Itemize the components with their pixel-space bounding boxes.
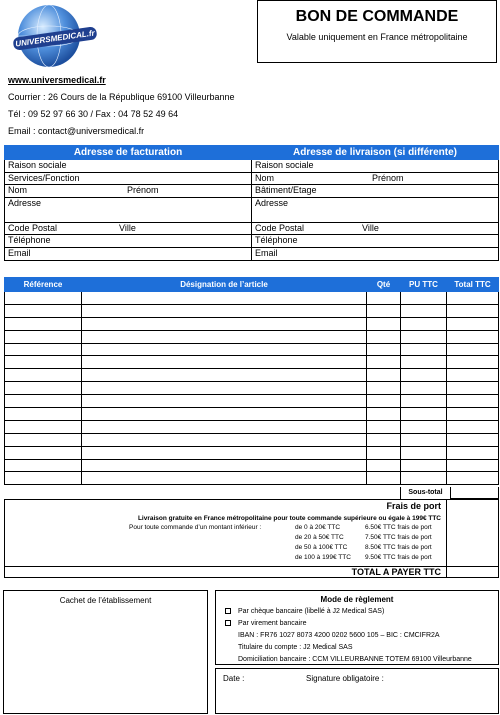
total-cell[interactable] <box>447 459 499 472</box>
table-row <box>5 446 499 459</box>
signature-label: Signature obligatoire : <box>306 674 384 683</box>
logo-banner-text: UNIVERSMEDICAL.fr <box>13 26 98 51</box>
phone-fax: Tél : 09 52 97 66 30 / Fax : 04 78 52 49 64 <box>8 109 179 119</box>
table-row <box>5 459 499 472</box>
reference-cell[interactable] <box>5 382 82 395</box>
billing-email-field[interactable]: Email <box>5 247 252 260</box>
designation-cell[interactable] <box>82 408 367 421</box>
contact-email: Email : contact@universmedical.fr <box>8 126 145 136</box>
pu-cell[interactable] <box>401 446 447 459</box>
table-row <box>5 472 499 485</box>
reference-cell[interactable] <box>5 408 82 421</box>
billing-nom-field[interactable]: Nom Prénom <box>5 185 252 198</box>
qte-cell[interactable] <box>367 433 401 446</box>
table-row <box>5 343 499 356</box>
reference-cell[interactable] <box>5 395 82 408</box>
billing-cp-field[interactable]: Code Postal Ville <box>5 222 252 235</box>
billing-adresse-field[interactable]: Adresse <box>5 197 252 222</box>
table-row <box>5 382 499 395</box>
pu-cell[interactable] <box>401 369 447 382</box>
col-reference: Référence <box>5 278 82 292</box>
contact-block <box>8 72 234 140</box>
designation-cell[interactable] <box>82 317 367 330</box>
reference-cell[interactable] <box>5 356 82 369</box>
table-row <box>5 369 499 382</box>
table-row <box>5 395 499 408</box>
payment-virement-option[interactable]: Par virement bancaire <box>225 620 306 627</box>
table-row <box>5 292 499 305</box>
total-cell[interactable] <box>447 292 499 305</box>
payment-cheque-option[interactable]: Par chèque bancaire (libellé à J2 Medical SAS) <box>225 608 384 615</box>
cachet-label: Cachet de l’établissement <box>59 596 152 605</box>
total-cell[interactable] <box>447 382 499 395</box>
qte-cell[interactable] <box>367 408 401 421</box>
billing-header: Adresse de facturation <box>5 146 252 160</box>
cachet-box[interactable] <box>3 590 208 714</box>
qte-cell[interactable] <box>367 446 401 459</box>
free-shipping-note: Livraison gratuite en France métropolitaine pour toute commande supérieure ou égale à 199€ TTC <box>137 515 441 522</box>
payment-mode-box <box>215 590 499 665</box>
billing-services-field[interactable]: Services/Fonction <box>5 172 252 185</box>
total-cell[interactable] <box>447 304 499 317</box>
tarif-range: de 20 à 50€ TTC <box>295 534 344 541</box>
shipping-raison-field[interactable]: Raison sociale <box>252 160 499 173</box>
total-cell[interactable] <box>447 356 499 369</box>
designation-cell[interactable] <box>82 343 367 356</box>
table-row <box>5 330 499 343</box>
total-a-payer-label: TOTAL A PAYER TTC <box>351 567 441 577</box>
shipping-cp-field[interactable]: Code Postal Ville <box>252 222 499 235</box>
pu-cell[interactable] <box>401 459 447 472</box>
pu-cell[interactable] <box>401 395 447 408</box>
pu-cell[interactable] <box>401 304 447 317</box>
reference-cell[interactable] <box>5 472 82 485</box>
qte-cell[interactable] <box>367 382 401 395</box>
table-row <box>5 356 499 369</box>
col-total: Total TTC <box>447 278 499 292</box>
designation-cell[interactable] <box>82 420 367 433</box>
designation-cell[interactable] <box>82 472 367 485</box>
signature-box[interactable] <box>215 668 499 714</box>
tarif-fee: 8.50€ TTC frais de port <box>365 544 432 551</box>
total-cell[interactable] <box>447 330 499 343</box>
iban-text: IBAN : FR76 1027 8073 4200 0202 5600 105 – BIC : CMCIFR2A <box>238 632 440 639</box>
table-row <box>5 304 499 317</box>
designation-cell[interactable] <box>82 433 367 446</box>
pu-cell[interactable] <box>401 408 447 421</box>
table-row <box>5 433 499 446</box>
reference-cell[interactable] <box>5 459 82 472</box>
univers-medical-logo <box>6 3 96 69</box>
designation-cell[interactable] <box>82 459 367 472</box>
domiciliation-text: Domiciliation bancaire : CCM VILLEURBANNE TOTEM 69100 Villeurbanne <box>238 656 472 663</box>
qte-cell[interactable] <box>367 356 401 369</box>
designation-cell[interactable] <box>82 382 367 395</box>
tarif-fee: 7.50€ TTC frais de port <box>365 534 432 541</box>
page-title: BON DE COMMANDE <box>295 8 459 25</box>
reference-cell[interactable] <box>5 292 82 305</box>
website-link[interactable]: www.universmedical.fr <box>8 75 106 85</box>
postal-address: Courrier : 26 Cours de la République 69100 Villeurbanne <box>8 92 235 102</box>
shipping-adresse-field[interactable]: Adresse <box>252 197 499 222</box>
shipping-email-field[interactable]: Email <box>252 247 499 260</box>
reference-cell[interactable] <box>5 330 82 343</box>
designation-cell[interactable] <box>82 292 367 305</box>
reference-cell[interactable] <box>5 317 82 330</box>
title-box <box>257 0 497 63</box>
qte-cell[interactable] <box>367 317 401 330</box>
qte-cell[interactable] <box>367 420 401 433</box>
items-table <box>4 277 499 485</box>
total-cell[interactable] <box>447 446 499 459</box>
designation-cell[interactable] <box>82 369 367 382</box>
total-cell[interactable] <box>447 343 499 356</box>
payment-mode-title: Mode de règlement <box>320 595 394 604</box>
qte-cell[interactable] <box>367 343 401 356</box>
frais-port-label: Frais de port <box>386 501 441 511</box>
billing-raison-field[interactable]: Raison sociale <box>5 160 252 173</box>
total-cell[interactable] <box>447 472 499 485</box>
titulaire-text: Titulaire du compte : J2 Medical SAS <box>238 644 353 651</box>
page-subtitle: Valable uniquement en France métropolitaine <box>286 32 468 42</box>
qte-cell[interactable] <box>367 330 401 343</box>
qte-cell[interactable] <box>367 459 401 472</box>
shipping-header: Adresse de livraison (si différente) <box>252 146 499 160</box>
tarif-fee: 6.50€ TTC frais de port <box>365 524 432 531</box>
total-cell[interactable] <box>447 317 499 330</box>
qte-cell[interactable] <box>367 395 401 408</box>
pu-cell[interactable] <box>401 472 447 485</box>
reference-cell[interactable] <box>5 420 82 433</box>
pu-cell[interactable] <box>401 292 447 305</box>
pu-cell[interactable] <box>401 317 447 330</box>
tarif-range: de 0 à 20€ TTC <box>295 524 341 531</box>
table-row <box>5 317 499 330</box>
reference-cell[interactable] <box>5 343 82 356</box>
items-body <box>5 292 499 485</box>
tarif-fee: 9.50€ TTC frais de port <box>365 554 432 561</box>
pu-cell[interactable] <box>401 356 447 369</box>
reference-cell[interactable] <box>5 446 82 459</box>
shipping-tel-field[interactable]: Téléphone <box>252 235 499 248</box>
total-cell[interactable] <box>447 408 499 421</box>
qte-cell[interactable] <box>367 292 401 305</box>
shipping-nom-field[interactable]: Nom Prénom <box>252 172 499 185</box>
col-designation: Désignation de l’article <box>82 278 367 292</box>
col-pu: PU TTC <box>401 278 447 292</box>
designation-cell[interactable] <box>82 304 367 317</box>
designation-cell[interactable] <box>82 446 367 459</box>
pu-cell[interactable] <box>401 433 447 446</box>
qte-cell[interactable] <box>367 472 401 485</box>
cheque-checkbox[interactable] <box>225 608 231 614</box>
address-table <box>4 145 499 261</box>
virement-checkbox[interactable] <box>225 620 231 626</box>
designation-cell[interactable] <box>82 395 367 408</box>
total-cell[interactable] <box>447 369 499 382</box>
table-row <box>5 408 499 421</box>
total-cell[interactable] <box>447 420 499 433</box>
shipping-batiment-field[interactable]: Bâtiment/Etage <box>252 185 499 198</box>
table-row <box>5 420 499 433</box>
reference-cell[interactable] <box>5 369 82 382</box>
designation-cell[interactable] <box>82 356 367 369</box>
sous-total-field[interactable] <box>450 487 499 499</box>
tarif-range: de 100 à 199€ TTC <box>295 554 351 561</box>
sous-total-label: Sous-total <box>400 487 450 499</box>
pu-cell[interactable] <box>401 382 447 395</box>
col-qte: Qté <box>367 278 401 292</box>
tarif-range: de 50 à 100€ TTC <box>295 544 348 551</box>
reference-cell[interactable] <box>5 304 82 317</box>
pu-cell[interactable] <box>401 420 447 433</box>
total-cell[interactable] <box>447 433 499 446</box>
designation-cell[interactable] <box>82 330 367 343</box>
billing-tel-field[interactable]: Téléphone <box>5 235 252 248</box>
pu-cell[interactable] <box>401 343 447 356</box>
qte-cell[interactable] <box>367 304 401 317</box>
pu-cell[interactable] <box>401 330 447 343</box>
qte-cell[interactable] <box>367 369 401 382</box>
date-label: Date : <box>223 674 245 683</box>
reference-cell[interactable] <box>5 433 82 446</box>
tarif-lead: Pour toute commande d’un montant inférieur : <box>129 524 262 531</box>
total-cell[interactable] <box>447 395 499 408</box>
